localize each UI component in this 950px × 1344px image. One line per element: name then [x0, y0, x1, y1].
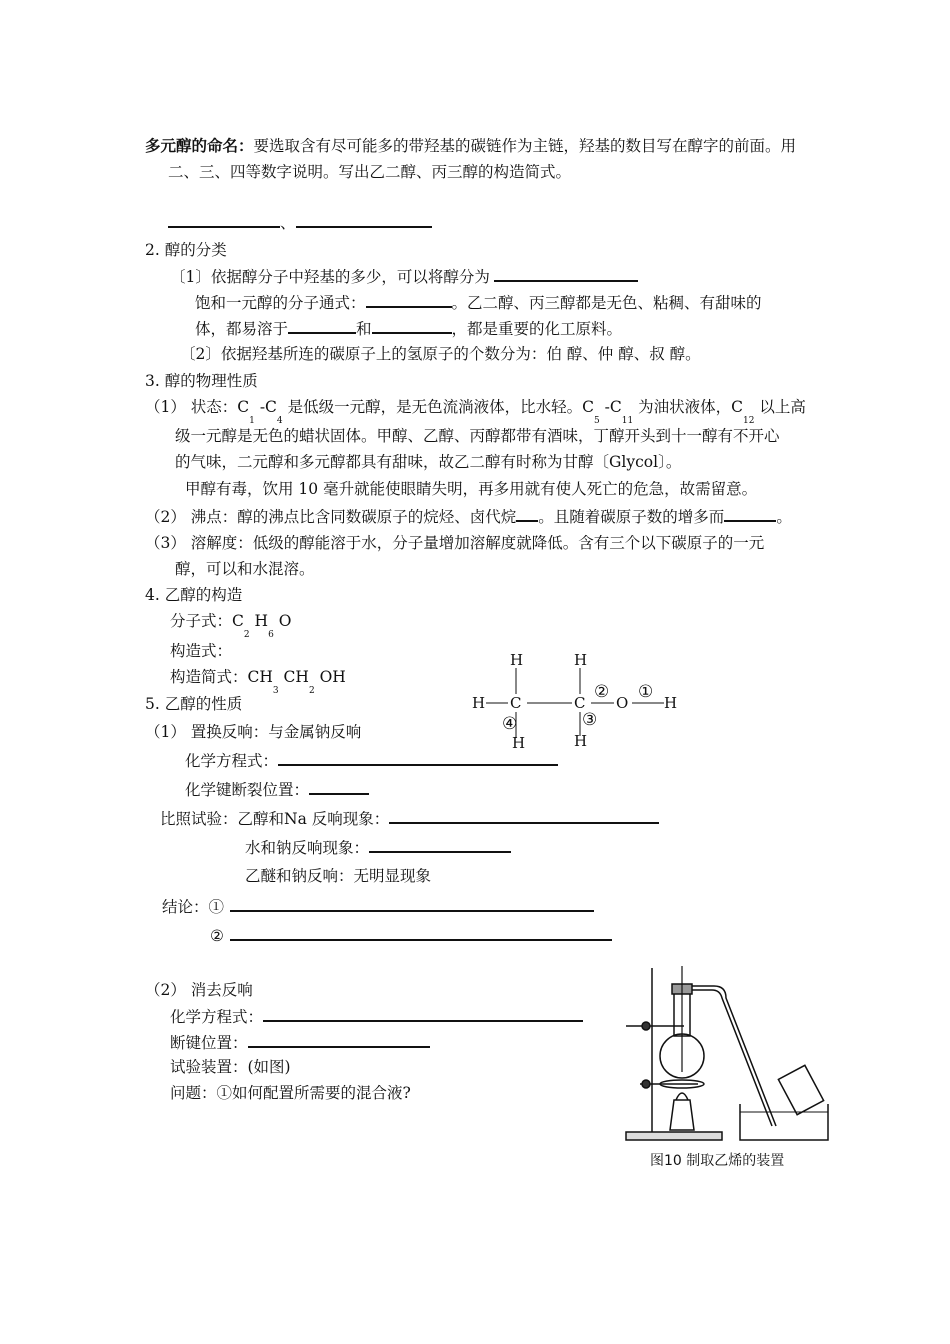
answer-blanks-row [168, 212, 432, 233]
state-a: （1） 状态：C [145, 398, 250, 416]
compare-ether-row: 乙醚和钠反响：无明显现象 [245, 867, 432, 885]
bond-number-4: ④ [502, 714, 518, 734]
conclusion-label: 结论：① [162, 898, 225, 916]
bond-number-3: ③ [582, 710, 598, 730]
atom-c-2: C [574, 694, 586, 712]
solubility-a: 体，都易溶于 [195, 320, 289, 338]
atom-h-top-2: H [574, 651, 588, 669]
equation-label-1: 化学方程式： [185, 752, 279, 770]
bond-break-row [185, 779, 369, 800]
state-d: -C [599, 398, 622, 416]
section-2-title: 2. 醇的分类 [145, 241, 227, 259]
atom-h-left: H [472, 694, 486, 712]
general-formula-line [195, 292, 762, 313]
general-formula-label: 饱和一元醇的分子通式： [195, 294, 366, 312]
boiling-point-line [145, 506, 792, 527]
question-1: 问题：①如何配置所需要的混合液? [170, 1084, 411, 1102]
naming-text2: 二、三、四等数字说明。写出乙二醇、丙三醇的构造简式。 [168, 163, 572, 181]
figure-caption: 图10 制取乙烯的装置 [650, 1153, 785, 1169]
boil-b: 。且随着碳原子数的增多而 [538, 508, 725, 526]
state-e: 为油状液体，C [633, 398, 743, 416]
naming-text1: 要选取含有尽可能多的带羟基的碳链作为主链，羟基的数目写在醇字的前面。用 [253, 137, 797, 155]
blank-general-formula[interactable] [366, 292, 452, 308]
blank-glycerol[interactable] [296, 212, 432, 228]
simple-c: OH [314, 668, 346, 686]
conclusion-2-label: ② [210, 927, 224, 945]
state-b: -C [254, 398, 277, 416]
blank-solvent-1[interactable] [288, 318, 356, 334]
substitution-reaction: （1） 置换反响：与金属钠反响 [145, 723, 362, 741]
atom-h-bottom-2: H [574, 732, 588, 750]
solubility-text-1: （3） 溶解度：低级的醇能溶于水，分子量增加溶解度就降低。含有三个以下碳原子的一元 [145, 534, 765, 552]
blank-classification[interactable] [494, 266, 638, 282]
solubility-b: 和 [356, 320, 372, 338]
mol-a: 分子式：C [170, 612, 244, 630]
naming-heading: 多元醇的命名： [145, 136, 254, 155]
compare-water-row [245, 837, 511, 858]
bond-number-2: ② [594, 682, 610, 702]
state-line-2: 级一元醇是无色的蜡状固体。甲醇、乙醇、丙醇都带有酒味，丁醇开头到十一醇有不开心 [175, 427, 780, 445]
atom-c-1: C [510, 694, 522, 712]
compare-ethanol-row [160, 808, 659, 829]
section-4-title: 4. 乙醇的构造 [145, 586, 243, 604]
classification-1-text: 〔1〕依据醇分子中羟基的多少，可以将醇分为 [170, 268, 490, 286]
structural-formula-label: 构造式： [170, 642, 233, 660]
conclusion-2-row [210, 925, 612, 946]
mol-sub-6: 6 [268, 630, 274, 640]
bond-break-label: 化学键断裂位置： [185, 781, 310, 799]
state-line-3: 的气味，二元醇和多元醇都具有甜味，故乙二醇有时称为甘醇〔Glycol〕。 [175, 453, 682, 471]
atom-h-right: H [664, 694, 678, 712]
blank-conclusion-2[interactable] [230, 925, 612, 941]
state-f: 以上高 [754, 398, 806, 416]
naming-paragraph-line1 [145, 136, 796, 156]
blank-bond-break[interactable] [309, 779, 369, 795]
solubility-c: ，都是重要的化工原料。 [451, 320, 623, 338]
blank-solvent-2[interactable] [372, 318, 452, 334]
bond-number-1: ① [638, 682, 654, 702]
simple-a: 构造简式：CH [170, 668, 273, 686]
solubility-line [195, 318, 622, 339]
boil-a: （2） 沸点：醇的沸点比含同数碳原子的烷烃、卤代烷 [145, 508, 517, 526]
state-c: 是低级一元醇，是无色流淌液体，比水轻。C [282, 398, 594, 416]
boil-c: 。 [776, 508, 792, 526]
bond-break-label-2: 断键位置： [170, 1034, 248, 1052]
general-formula-tail: 。乙二醇、丙三醇都是无色、粘稠、有甜味的 [451, 294, 762, 312]
classification-2: 〔2〕依据羟基所连的碳原子上的氢原子的个数分为：伯 醇、仲 醇、叔 醇。 [180, 345, 701, 363]
state-line-1 [145, 397, 806, 426]
blank-ethanol-na[interactable] [389, 808, 659, 824]
mol-b: H [249, 612, 269, 630]
ethanol-structure-diagram [468, 648, 688, 758]
atom-h-top-1: H [510, 651, 524, 669]
equation-row-1 [185, 750, 558, 771]
blank-bond-break-2[interactable] [248, 1032, 430, 1048]
sub-12: 12 [742, 416, 755, 426]
mol-c: O [273, 612, 292, 630]
bond-break-row-2 [170, 1032, 430, 1053]
simple-sub-2: 2 [308, 686, 315, 696]
methanol-warning: 甲醇有毒，饮用 10 毫升就能使眼睛失明，再多用就有使人死亡的危急，故需留意。 [185, 480, 758, 498]
section-5-title: 5. 乙醇的性质 [145, 695, 243, 713]
elimination-reaction: （2） 消去反响 [145, 981, 253, 999]
atom-o: O [616, 694, 629, 712]
compare-ethanol-label: 比照试验：乙醇和Na 反响现象： [160, 810, 390, 828]
apparatus-label: 试验装置：(如图) [170, 1058, 291, 1076]
conclusion-1-row [162, 896, 594, 917]
sub-1: 1 [249, 416, 255, 426]
section-3-title: 3. 醇的物理性质 [145, 372, 258, 390]
blank-boiling-trend[interactable] [724, 506, 776, 522]
condensed-formula [170, 667, 346, 696]
sub-5: 5 [593, 416, 600, 426]
blank-water-na[interactable] [369, 837, 511, 853]
blank-boiling-compare[interactable] [516, 506, 538, 522]
simple-sub-3: 3 [272, 686, 279, 696]
blank-equation-2[interactable] [263, 1006, 583, 1022]
classification-1 [170, 266, 638, 287]
sub-4: 4 [276, 416, 283, 426]
blank-conclusion-1[interactable] [230, 896, 594, 912]
equation-label-2: 化学方程式： [170, 1008, 264, 1026]
compare-water-label: 水和钠反响现象： [245, 839, 370, 857]
molecular-formula [170, 611, 292, 640]
simple-b: CH [278, 668, 309, 686]
blank-equation-1[interactable] [278, 750, 558, 766]
equation-row-2 [170, 1006, 583, 1027]
blank-separator: 、 [280, 214, 296, 232]
blank-ethylene-glycol[interactable] [168, 212, 280, 228]
mol-sub-2: 2 [243, 630, 250, 640]
atom-h-bottom-1: H [512, 734, 526, 752]
ethylene-apparatus-figure [622, 962, 836, 1144]
solubility-text-2: 醇，可以和水混溶。 [175, 560, 315, 578]
apparatus-drawing [622, 962, 836, 1144]
sub-11: 11 [621, 416, 634, 426]
